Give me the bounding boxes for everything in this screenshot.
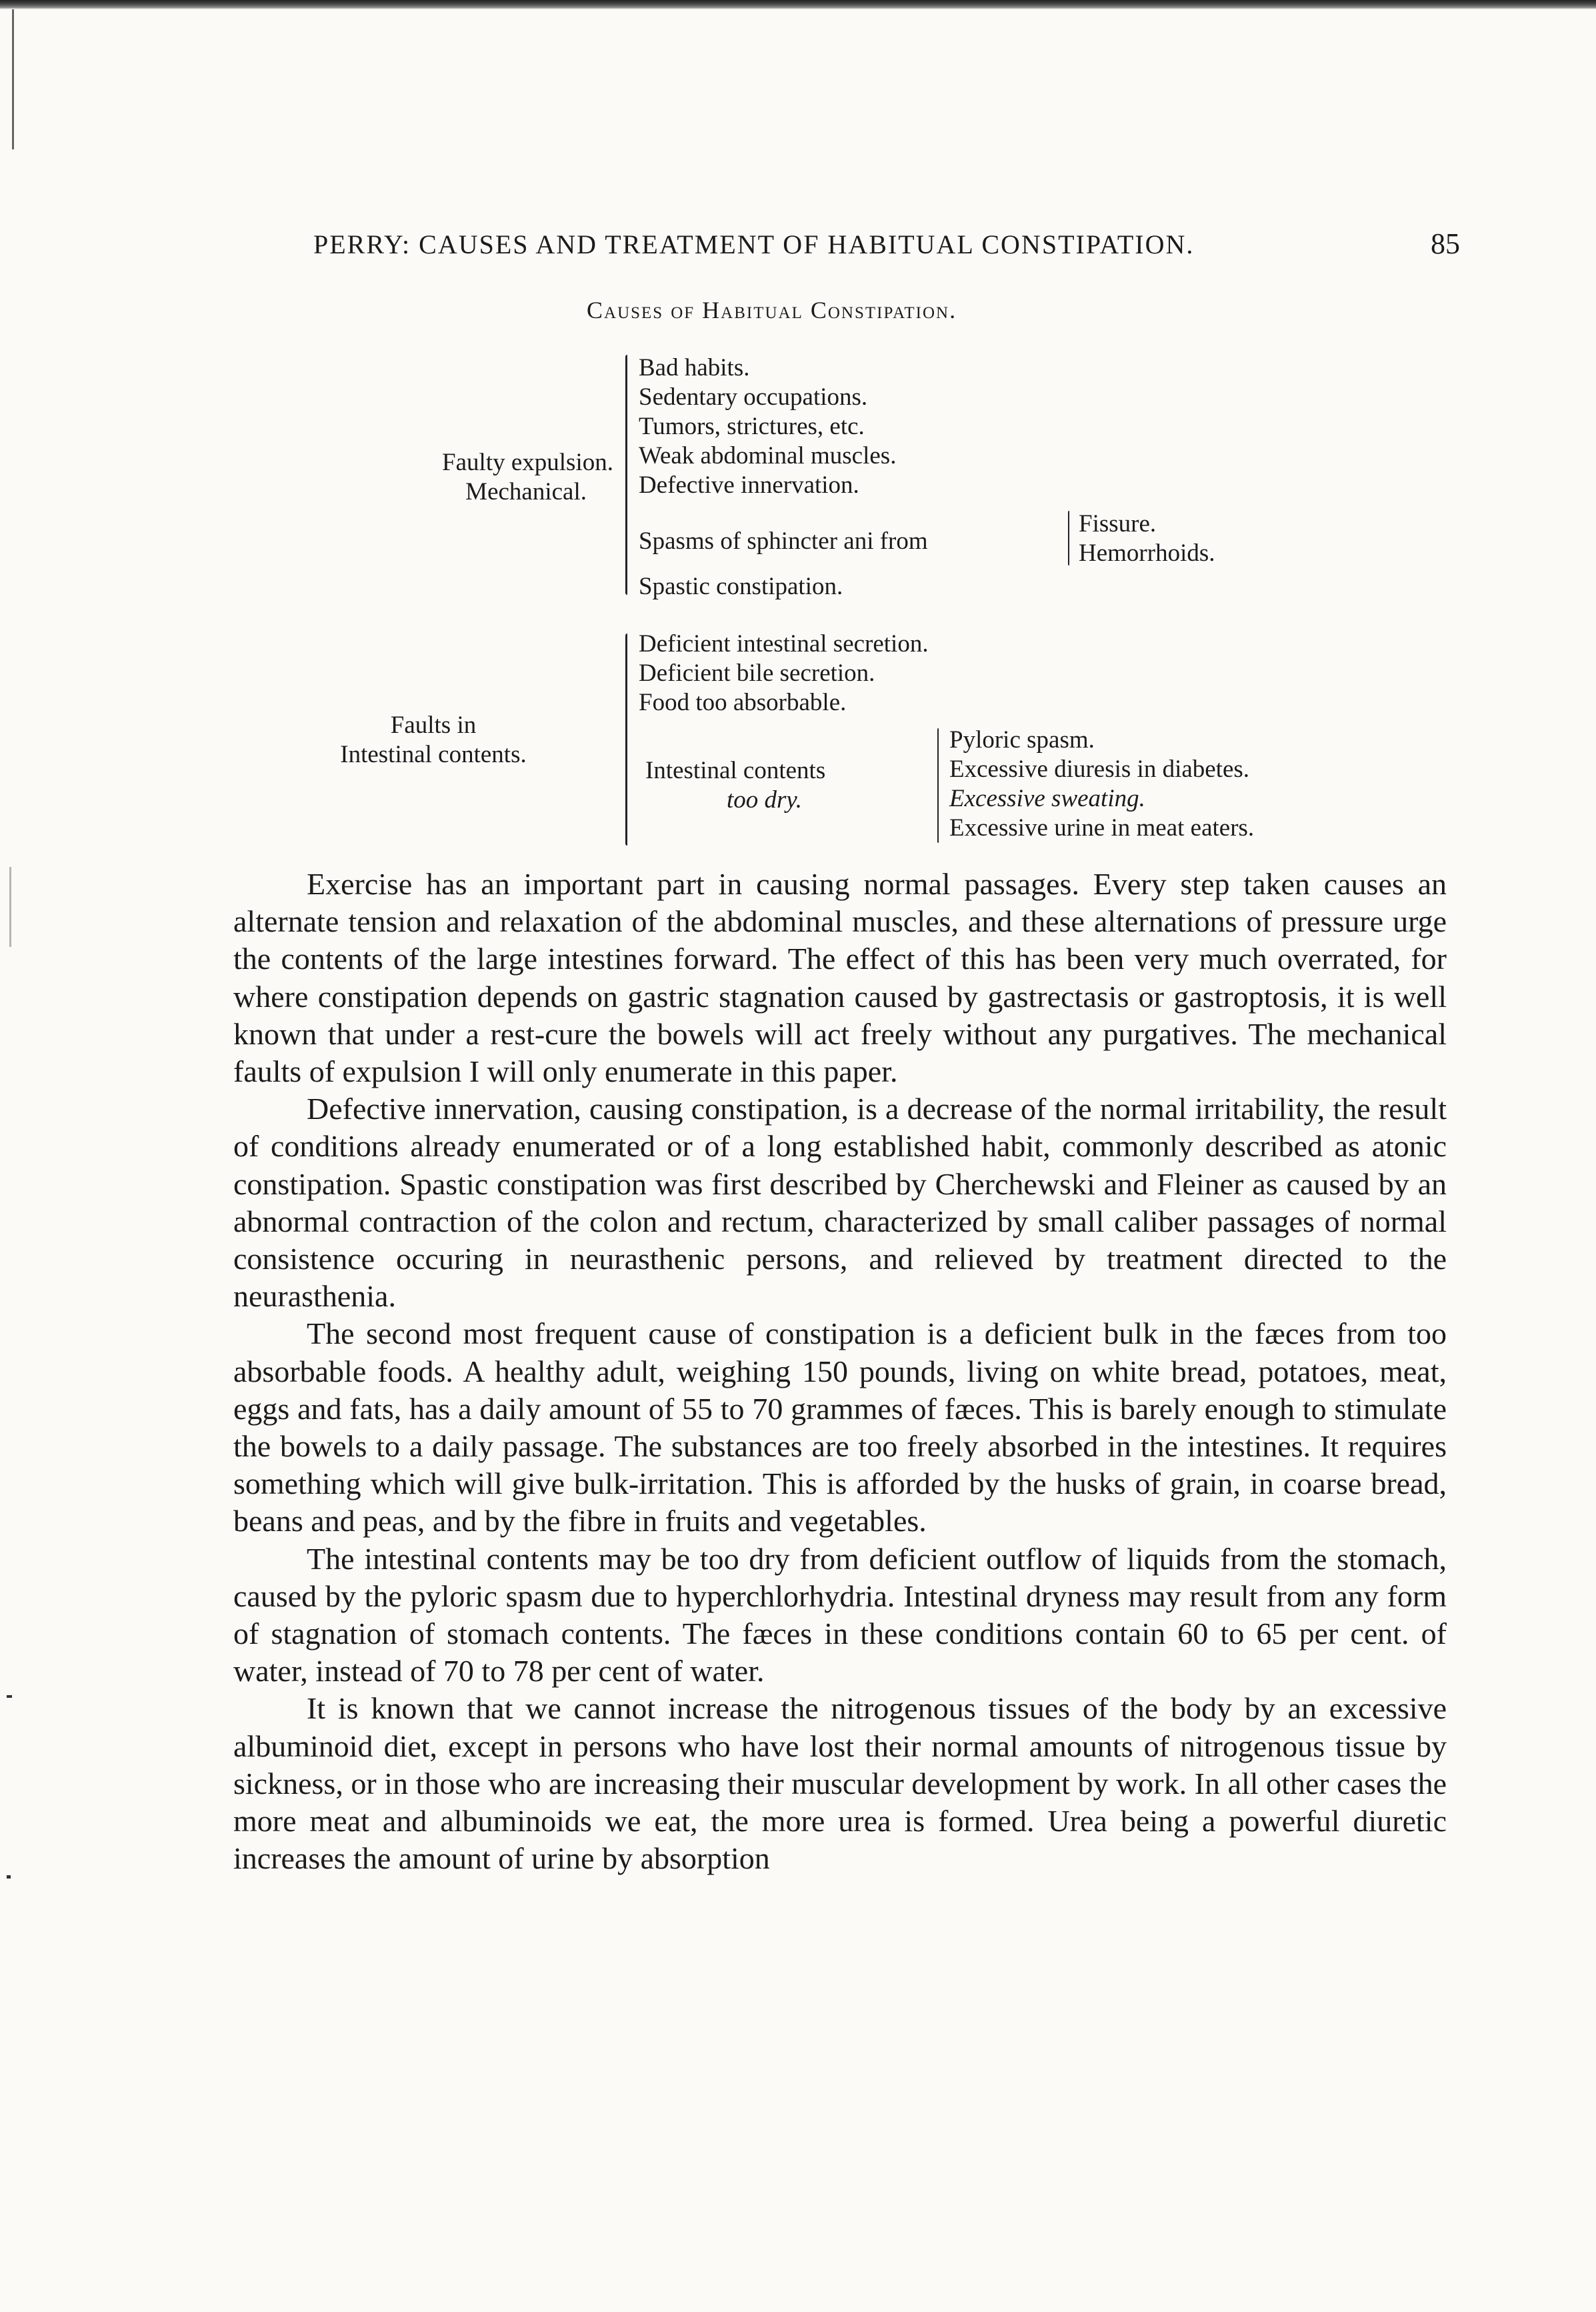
dry-label-line1: Intestinal contents	[645, 757, 826, 784]
body-text	[233, 866, 1447, 1877]
group1-label-line1: Faulty expulsion.	[442, 449, 613, 476]
page-number: 85	[1431, 227, 1460, 260]
list-item: Food too absorbable.	[639, 689, 847, 716]
list-item: Excessive urine in meat eaters.	[949, 814, 1255, 842]
group2-label-line2: Intestinal contents.	[340, 741, 527, 768]
list-item: Excessive sweating.	[949, 785, 1145, 812]
scan-mark	[7, 1875, 11, 1879]
table-title: Causes of Habitual Constipation.	[587, 297, 957, 323]
paragraph: Exercise has an important part in causing normal passages. Every step taken causes an alternate tension and relaxation of the abdominal muscles, and these alternations of pressure urge the contents of the large intestines forward. The effect of this has been very much overrated, for where constipation depends on gastric stagnation caused by gastrectasis or gastroptosis, it is well known that under a rest-cure the bowels will act freely without any purgatives. The mechanical faults of expulsion I will only enumerate in this paper.	[233, 867, 1447, 1089]
group1-brace	[625, 355, 627, 595]
dry-label-line2: too dry.	[727, 786, 803, 814]
dry-brace	[937, 728, 939, 843]
group1-label-line2: Mechanical.	[465, 478, 587, 505]
list-item: Deficient bile secretion.	[639, 660, 875, 687]
group1-last-item: Spastic constipation.	[639, 573, 843, 600]
paragraph: The second most frequent cause of constipation is a deficient bulk in the fæces from too absorbable foods. A healthy adult, weighing 150 pounds, living on white bread, potatoes, meat, eggs and fats, has a daily amount of 55 to 70 grammes of fæces. This is barely enough to stimulate the bowels to a daily passage. The substances are too freely absorbed in the intestines. It requires something which will give bulk-irritation. This is afforded by the husks of grain, in coarse bread, beans and peas, and by the fibre in fruits and vegetables.	[233, 1316, 1447, 1538]
paragraph: It is known that we cannot increase the nitrogenous tissues of the body by an excessive albuminoid diet, except in persons who have lost their normal amounts of nitrogenous tissue by sickness, or in those who are increasing their muscular development by work. In all other cases the more meat and albuminoids we eat, the more urea is formed. Urea being a powerful diuretic increases the amount of urine by absorption	[233, 1691, 1447, 1876]
list-item: Deficient intestinal secretion.	[639, 630, 929, 658]
group2-list	[639, 630, 929, 718]
scan-mark	[9, 867, 11, 947]
list-item: Defective innervation.	[639, 471, 859, 499]
scan-mark	[7, 1695, 12, 1698]
list-item: Sedentary occupations.	[639, 383, 868, 411]
list-item: Pyloric spasm.	[949, 726, 1095, 754]
running-header	[313, 227, 1460, 261]
group2-brace	[625, 634, 627, 846]
list-item: Weak abdominal muscles.	[639, 442, 897, 469]
group1-list	[639, 353, 896, 500]
dry-causes-list	[949, 726, 1254, 843]
spasm-brace	[1068, 511, 1069, 565]
list-item: Tumors, strictures, etc.	[639, 413, 865, 440]
group2-label-line1: Faults in	[390, 712, 477, 739]
list-item: Excessive diuresis in diabetes.	[949, 756, 1250, 783]
scan-top-edge	[0, 0, 1596, 9]
spasm-text: Spasms of sphincter ani from	[639, 527, 928, 555]
paragraph: Defective innervation, causing constipation, is a decrease of the normal irritability, the result of conditions already enumerated or of a long established habit, commonly described as atonic constipation. Spastic constipation was first described by Cherchewski and Fleiner as caused by an abnormal contraction of the colon and rectum, characterized by small caliber passages of normal consistence occuring in neurasthenic persons, and relieved by treatment directed to the neurasthenia.	[233, 1092, 1447, 1314]
running-title: PERRY: CAUSES AND TREATMENT OF HABITUAL CONSTIPATION.	[313, 229, 1195, 259]
spasm-cause: Fissure.	[1079, 510, 1157, 537]
paragraph: The intestinal contents may be too dry from deficient outflow of liquids from the stomach, caused by the pyloric spasm due to hyperchlorhydria. Intestinal dryness may result from any form of stagnation of stomach contents. The fæces in these conditions contain 60 to 65 per cent. of water, instead of 70 to 78 per cent of water.	[233, 1541, 1447, 1688]
spasm-cause: Hemorrhoids.	[1079, 539, 1215, 567]
list-item: Bad habits.	[639, 354, 750, 381]
scan-margin-line	[12, 9, 14, 149]
